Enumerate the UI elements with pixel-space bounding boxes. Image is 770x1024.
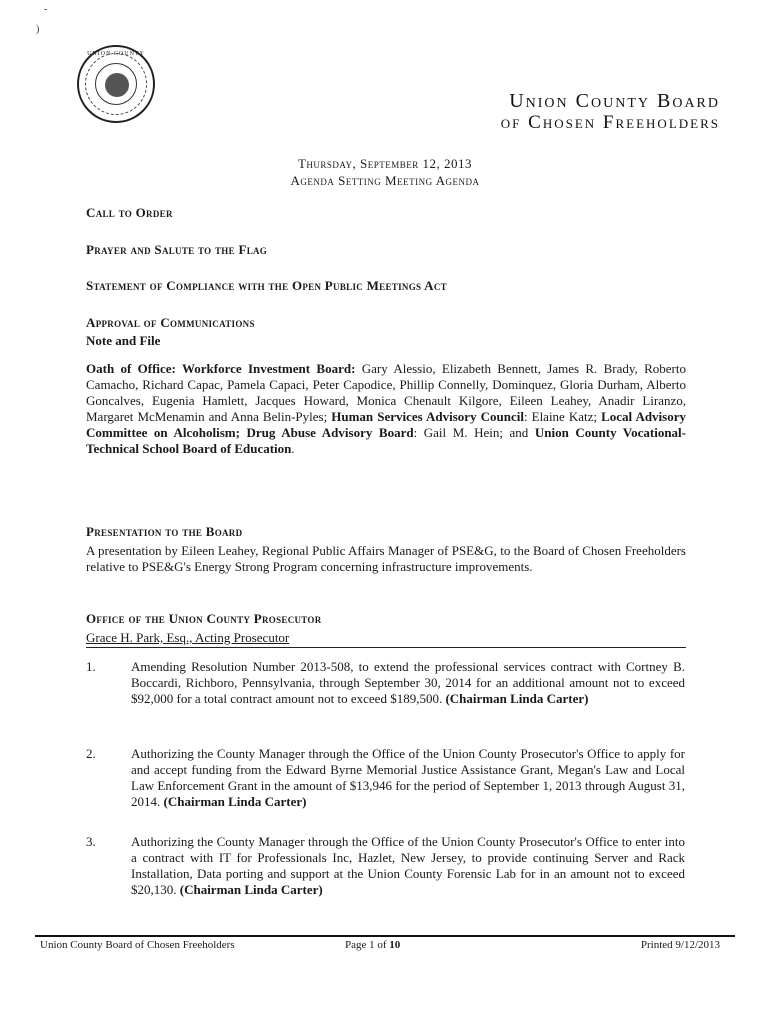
prayer-heading: Prayer and Salute to the Flag bbox=[86, 242, 268, 257]
board-title-line1: Union County Board bbox=[509, 90, 720, 112]
item-number: 3. bbox=[86, 834, 96, 849]
presentation-paragraph: A presentation by Eileen Leahey, Regional Public Affairs Manager of PSE&G, to the Board of Chosen Freeholders relative to PSE&G's Energy Strong Program concerning infrastructure improvements. bbox=[86, 543, 686, 574]
agenda-item: Authorizing the County Manager through the Office of the Union County Prosecutor's Office to apply for and accept funding from the Edward Byrne Memorial Justice Assistance Grant, Megan's Law and Local Law Enforcement Grant in the amount of $13,946 for the period of September 1, 2013 through August 31, 2014. (Chairman Linda Carter) bbox=[131, 746, 685, 809]
scan-mark: ) bbox=[36, 24, 40, 35]
approval-heading: Approval of Communications bbox=[86, 315, 255, 330]
item-sponsor: (Chairman Linda Carter) bbox=[179, 882, 323, 897]
prosecutor-name: Grace H. Park, Esq., Acting Prosecutor bbox=[86, 630, 290, 645]
compliance-heading: Statement of Compliance with the Open Public Meetings Act bbox=[86, 278, 447, 293]
scan-mark: - bbox=[44, 4, 48, 15]
board-title-line2: of Chosen Freeholders bbox=[500, 112, 720, 133]
agenda-item: Amending Resolution Number 2013-508, to extend the professional services contract with Cortney B. Boccardi, Richboro, Pennsylvania, through September 30, 2014 for an additional amount not to exceed $92,000 for a total contract amount not to exceed $189,500. (Chairman Linda Carter) bbox=[131, 659, 685, 706]
prosecutor-heading: Office of the Union County Prosecutor bbox=[86, 611, 322, 626]
footer-left: Union County Board of Chosen Freeholders bbox=[40, 939, 235, 951]
footer-printed-date: Printed 9/12/2013 bbox=[640, 939, 720, 951]
item-number: 2. bbox=[86, 746, 96, 761]
board-title bbox=[501, 90, 720, 134]
presentation-heading: Presentation to the Board bbox=[86, 524, 243, 539]
oath-of-office-paragraph: Oath of Office: Workforce Investment Board: Gary Alessio, Elizabeth Bennett, James R. Brady, Roberto Camacho, Richard Capac, Pamela Capaci, Peter Capodice, Phillip Connelly, Dominquez, Gloria Durham, Alberto Goncalves, Eugenia Hamlett, Jacques Howard, Monica Chenault Kilgore, Eileen Leahey, Anadir Liranzo, Margaret McMenamin and Anna Belin-Pyles; Human Services Advisory Council: Elaine Katz; Local Advisory Committee on Alcoholism; Drug Abuse Advisory Board: Gail M. Hein; and Union County Vocational-Technical School Board of Education. bbox=[86, 361, 686, 456]
prosecutor-name-line bbox=[86, 630, 686, 648]
agenda-subtitle: Agenda Setting Meeting Agenda bbox=[290, 173, 480, 188]
item-sponsor: (Chairman Linda Carter) bbox=[163, 794, 307, 809]
note-and-file: Note and File bbox=[86, 333, 161, 348]
item-sponsor: (Chairman Linda Carter) bbox=[445, 691, 589, 706]
item-number: 1. bbox=[86, 659, 96, 674]
footer-page-number: Page 1 of 10 bbox=[345, 939, 401, 951]
footer-divider bbox=[35, 935, 735, 937]
county-seal-logo: UNION COUNTY bbox=[77, 45, 155, 123]
meeting-date: Thursday, September 12, 2013 bbox=[297, 156, 473, 171]
call-to-order-heading: Call to Order bbox=[86, 205, 173, 220]
agenda-item: Authorizing the County Manager through the Office of the Union County Prosecutor's Office to enter into a contract with IT for Professionals Inc, Hazlet, New Jersey, to provide continuing Server and Rack Installation, Data porting and support at the Union County Forensic Lab for in an amount not to exceed $20,130. (Chairman Linda Carter) bbox=[131, 834, 685, 897]
oath-lead: Oath of Office: Workforce Investment Board: bbox=[86, 361, 356, 376]
